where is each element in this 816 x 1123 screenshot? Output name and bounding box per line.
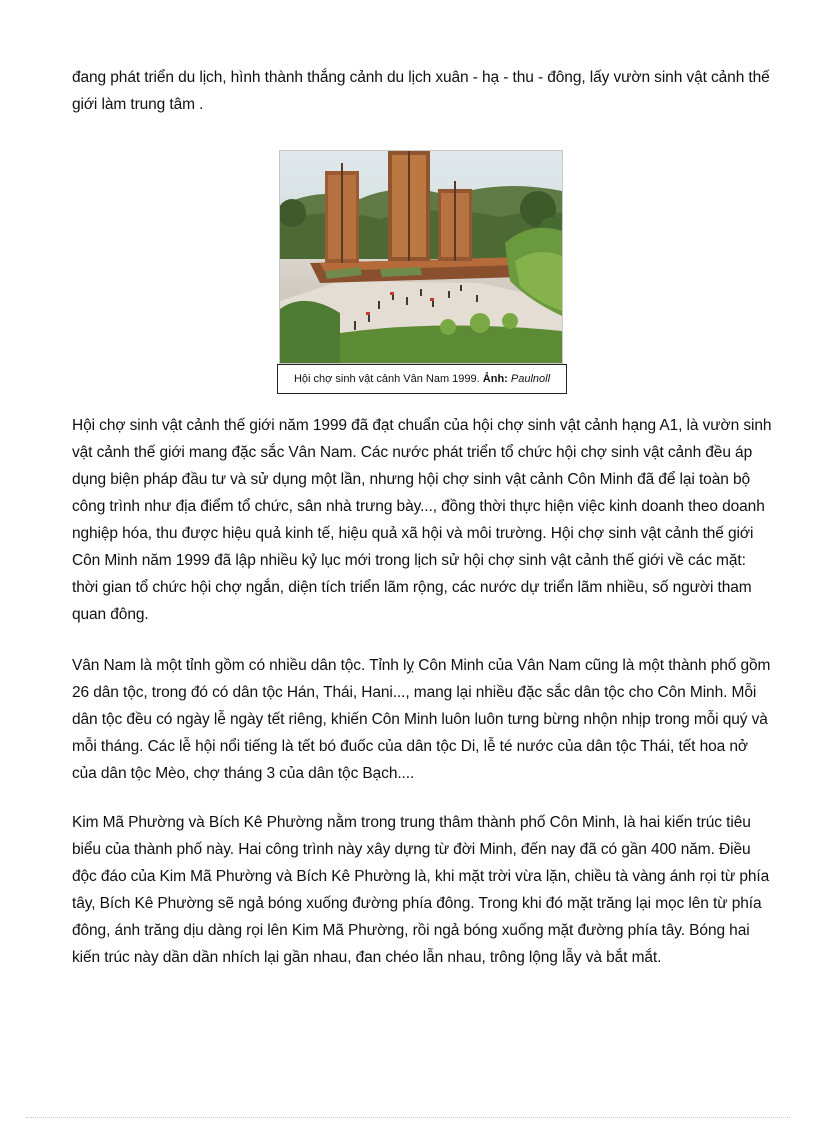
caption-text: Hội chợ sinh vật cảnh Vân Nam 1999. bbox=[293, 373, 483, 385]
paragraph-ethnic-groups: Vân Nam là một tỉnh gồm có nhiều dân tộc. Tỉnh lỵ Côn Minh của Vân Nam cũng là một thành phố gồm 26 dân tộc, trong đó có dân tộc Hán, Thái, Hani..., mang lại nhiều đặc sắc dân tộc cho Côn Minh. Mỗi dân tộc đều có ngày lễ ngày tết riêng, khiến Côn Minh luôn luôn tưng bừng nhộn nhịp trong mỗi quý và mỗi tháng. Các lễ hội nổi tiếng là tết bó đuốc của dân tộc Di, lễ té nước của dân tộc Thái, tết hoa nở của dân tộc Mèo, chợ tháng 3 của dân tộc Bạch.... bbox=[72, 657, 771, 782]
photo-caption bbox=[277, 364, 567, 394]
caption-credit-label: Ảnh: bbox=[482, 373, 508, 385]
page-bottom-divider bbox=[26, 1117, 790, 1118]
paragraph-gateways: Kim Mã Phường và Bích Kê Phường nằm trong trung thâm thành phố Côn Minh, là hai kiến trúc tiêu biểu của thành phố này. Hai công trình này xây dựng từ đời Minh, đến nay đã có gần 400 năm. Điều độc đáo của Kim Mã Phường và Bích Kê Phường là, khi mặt trời vừa lặn, chiều tà vàng ánh rọi từ phía tây, Bích Kê Phường sẽ ngả bóng xuống đường phía đông. Trong khi đó mặt trăng lại mọc lên từ phía đông, ánh trăng dịu dàng rọi lên Kim Mã Phường, rồi ngả bóng xuống mặt đường phía tây. Bóng hai kiến trúc này dần dần nhích lại gần nhau, đan chéo lẫn nhau, trông lộng lẫy và bắt mắt. bbox=[72, 814, 770, 966]
expo-photo bbox=[279, 150, 563, 364]
intro-paragraph: đang phát triển du lịch, hình thành thắng cảnh du lịch xuân - hạ - thu - đông, lấy vườn sinh vật cảnh thế giới làm trung tâm . bbox=[72, 69, 770, 113]
caption-credit-name: Paulnoll bbox=[510, 373, 551, 385]
paragraph-expo: Hội chợ sinh vật cảnh thế giới năm 1999 đã đạt chuẩn của hội chợ sinh vật cảnh hạng A1, là vườn sinh vật cảnh thế giới mang đặc sắc Vân Nam. Các nước phát triển tổ chức hội chợ sinh vật cảnh đều áp dụng biện pháp đầu tư và sử dụng một lần, nhưng hội chợ sinh vật cảnh Côn Minh đã để lại toàn bộ công trình như địa điểm tổ chức, sân nhà trưng bày..., đồng thời thực hiện việc kinh doanh theo doanh nghiệp hóa, thu được hiệu quả kinh tế, hiệu quả xã hội và môi trường. Hội chợ sinh vật cảnh thế giới Côn Minh năm 1999 đã lập nhiều kỷ lục mới trong lịch sử hội chợ sinh vật cảnh thế giới về các mặt: thời gian tổ chức hội chợ ngắn, diện tích triển lãm rộng, các nước dự triển lãm nhiều, số người tham quan đông. bbox=[72, 417, 772, 623]
